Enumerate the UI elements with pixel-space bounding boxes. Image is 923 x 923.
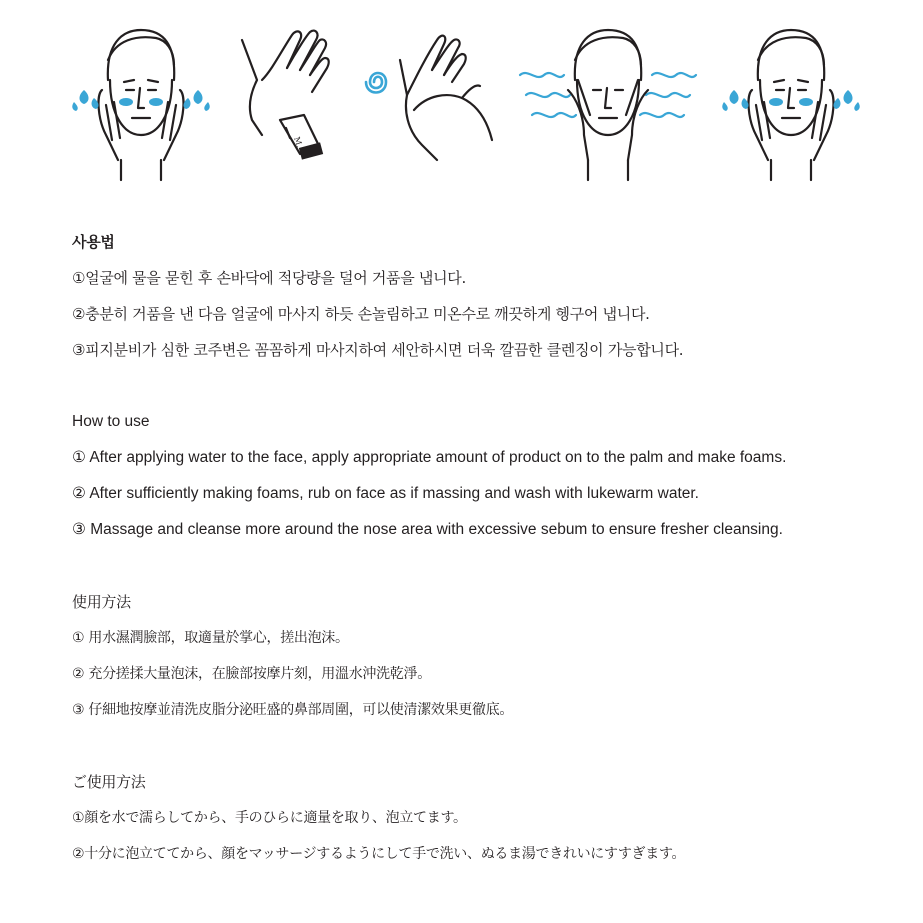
foaming-hands-icon: [352, 20, 502, 165]
korean-section: [72, 224, 852, 368]
english-step-2: ② After sufficiently making foams, rub on face as if massing and wash with lukewarm water.: [72, 485, 699, 502]
korean-step-3: ③피지분비가 심한 코주변은 꼼꼼하게 마사지하여 세안하시면 더욱 깔끔한 클렌징이 가능합니다.: [72, 341, 684, 359]
tube-label: M.: [292, 135, 305, 149]
japanese-section: [72, 764, 852, 872]
chinese-step-1: ① 用水濕潤臉部，取適量於掌心，搓出泡沫。: [72, 630, 349, 646]
english-heading: How to use: [72, 413, 150, 430]
face-water-splash-icon: [716, 20, 866, 185]
illustration-row: [0, 20, 923, 190]
instructions: [72, 224, 852, 872]
english-section: [72, 404, 852, 548]
japanese-step-1: ①顔を水で濡らしてから、手のひらに適量を取り、泡立てます。: [72, 810, 467, 826]
massage-face-icon: [518, 20, 698, 185]
japanese-step-2: ②十分に泡立ててから、顔をマッサージするようにして手で洗い、ぬるま湯できれいにすすぎます。: [72, 846, 686, 862]
korean-step-2: ②충분히 거품을 낸 다음 얼굴에 마사지 하듯 손놀림하고 미온수로 깨끗하게 헹구어 냅니다.: [72, 305, 650, 323]
chinese-heading: 使用方法: [72, 593, 131, 611]
chinese-step-2: ② 充分搓揉大量泡沫，在臉部按摩片刻，用溫水沖洗乾淨。: [72, 666, 431, 682]
tube-on-palm-icon: [222, 20, 352, 160]
english-step-1: ① After applying water to the face, apply appropriate amount of product on to the palm and make foams.: [72, 449, 787, 466]
korean-step-1: ①얼굴에 물을 묻힌 후 손바닥에 적당량을 덜어 거품을 냅니다.: [72, 269, 466, 287]
japanese-heading: ご使用方法: [72, 773, 146, 791]
chinese-step-3: ③ 仔細地按摩並清洗皮脂分泌旺盛的鼻部周圍，可以使清潔效果更徹底。: [72, 702, 514, 718]
chinese-section: [72, 584, 852, 728]
english-step-3: ③ Massage and cleanse more around the nose area with excessive sebum to ensure fresher cleansing.: [72, 521, 783, 538]
korean-heading: 사용법: [72, 233, 115, 251]
face-water-splash-icon: [66, 20, 216, 185]
